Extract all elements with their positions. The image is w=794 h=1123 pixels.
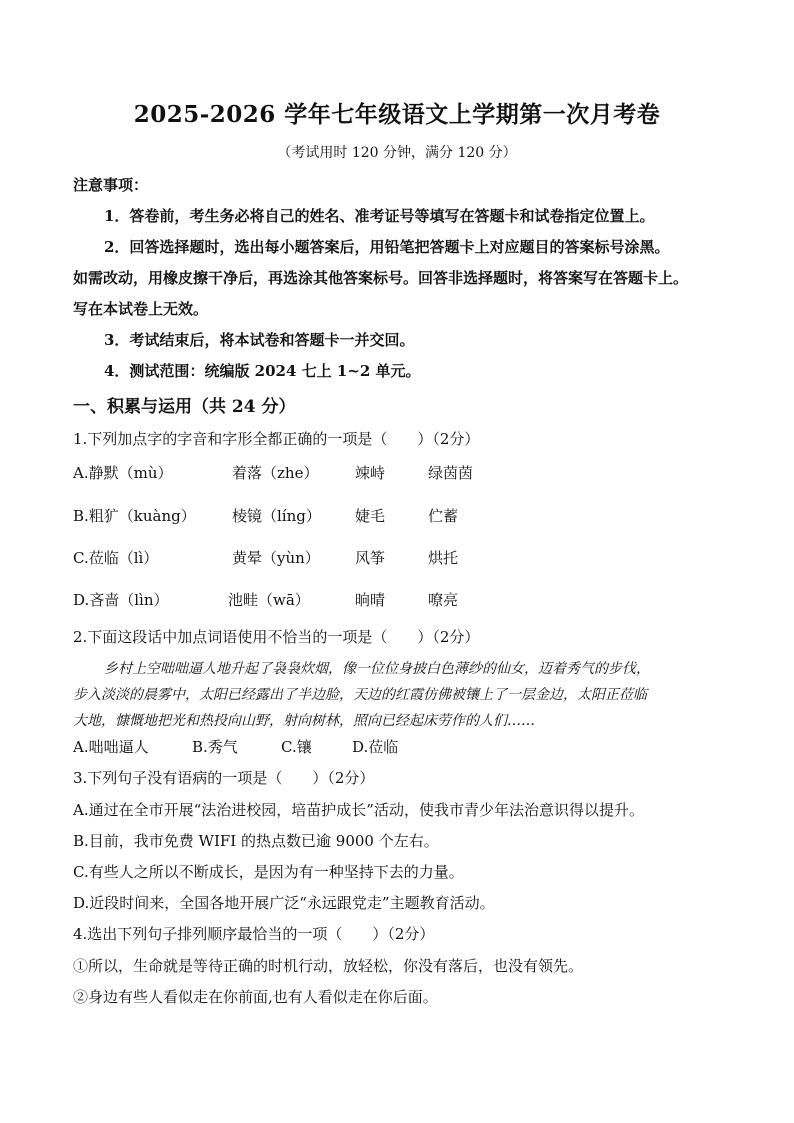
option-text: 竦峙 [355,464,386,482]
exam-duration-note: （考试用时 120 分钟，满分 120 分） [277,145,517,161]
option-text: 婕毛 [355,507,386,525]
option-text: 绿茵茵 [428,464,474,482]
option-text: 晌晴 [355,591,386,609]
passage-line: 大地，慷慨地把光和热投向山野，射向树林，照向已经起床劳作的人们…… [73,713,535,729]
option-text: B.粗犷（kuàng） [73,507,196,525]
option-text: D.近段时间来，全国各地开展广泛“永远跟党走”主题教育活动。 [73,894,495,912]
option-text: 池畦（wā） [228,591,310,609]
option-text: 棱镜（líng） [232,507,321,525]
section-heading: 一、积累与运用（共 24 分） [73,397,296,417]
notice-line: 写在本试卷上无效。 [73,300,209,318]
notice-line: 4．测试范围：统编版 2024 七上 1~2 单元。 [104,362,421,380]
option-text: B.目前，我市免费 WIFI 的热点数已逾 9000 个左右。 [73,832,439,850]
option-text: 着落（zhe） [232,464,319,482]
option-text: D.吝啬（lìn） [73,591,169,609]
option-text: 风筝 [355,549,386,567]
option-text: A.通过在全市开展“法治进校园，培苗护成长”活动，使我市青少年法治意识得以提升。 [73,801,644,819]
option-text: 伫蓄 [428,507,459,525]
option-text: 黄晕（yùn） [232,549,320,567]
option-text: C.镶 [281,738,312,756]
option-text: A.静默（mù） [73,464,173,482]
option-text: C.莅临（lì） [73,549,159,567]
option-text: 嘹亮 [428,591,459,609]
passage-line: 乡村上空咄咄逼人地升起了袅袅炊烟，像一位位身披白色薄纱的仙女，迈着秀气的步伐， [104,661,650,677]
page-title: 2025-2026 学年七年级语文上学期第一次月考卷 [133,101,661,128]
notice-line: 3．考试结束后，将本试卷和答题卡一并交回。 [104,331,415,349]
question-stem: 2.下面这段话中加点词语使用不恰当的一项是（ ）（2分） [73,628,480,646]
sentence-item: ①所以，生命就是等待正确的时机行动，放轻松，你没有落后，也没有领先。 [73,957,584,975]
option-text: C.有些人之所以不断成长，是因为有一种坚持下去的力量。 [73,863,464,881]
question-stem: 1.下列加点字的字音和字形全都正确的一项是（ ）（2分） [73,430,480,448]
option-text: B.秀气 [192,738,238,756]
notice-line: 2．回答选择题时，选出每小题答案后，用铅笔把答题卡上对应题目的答案标号涂黑。 [104,238,670,256]
notice-line: 1．答卷前，考生务必将自己的姓名、准考证号等填写在答题卡和试卷指定位置上。 [104,207,655,225]
notice-line: 如需改动，用橡皮擦干净后，再选涂其他答案标号。回答非选择题时，将答案写在答题卡上。 [73,269,689,287]
notice-heading: 注意事项： [73,176,149,194]
question-stem: 3.下列句子没有语病的一项是（ ）（2分） [73,769,375,787]
passage-line: 步入淡淡的晨雾中，太阳已经露出了半边脸，天边的红霞仿佛被镶上了一层金边，太阳正莅临 [73,687,647,703]
option-text: A.咄咄逼人 [73,738,149,756]
option-text: D.莅临 [352,738,399,756]
question-stem: 4.选出下列句子排列顺序最恰当的一项（ ）（2分） [73,925,435,943]
sentence-item: ②身边有些人看似走在你前面,也有人看似走在你后面。 [73,988,438,1006]
option-text: 烘托 [428,549,459,567]
